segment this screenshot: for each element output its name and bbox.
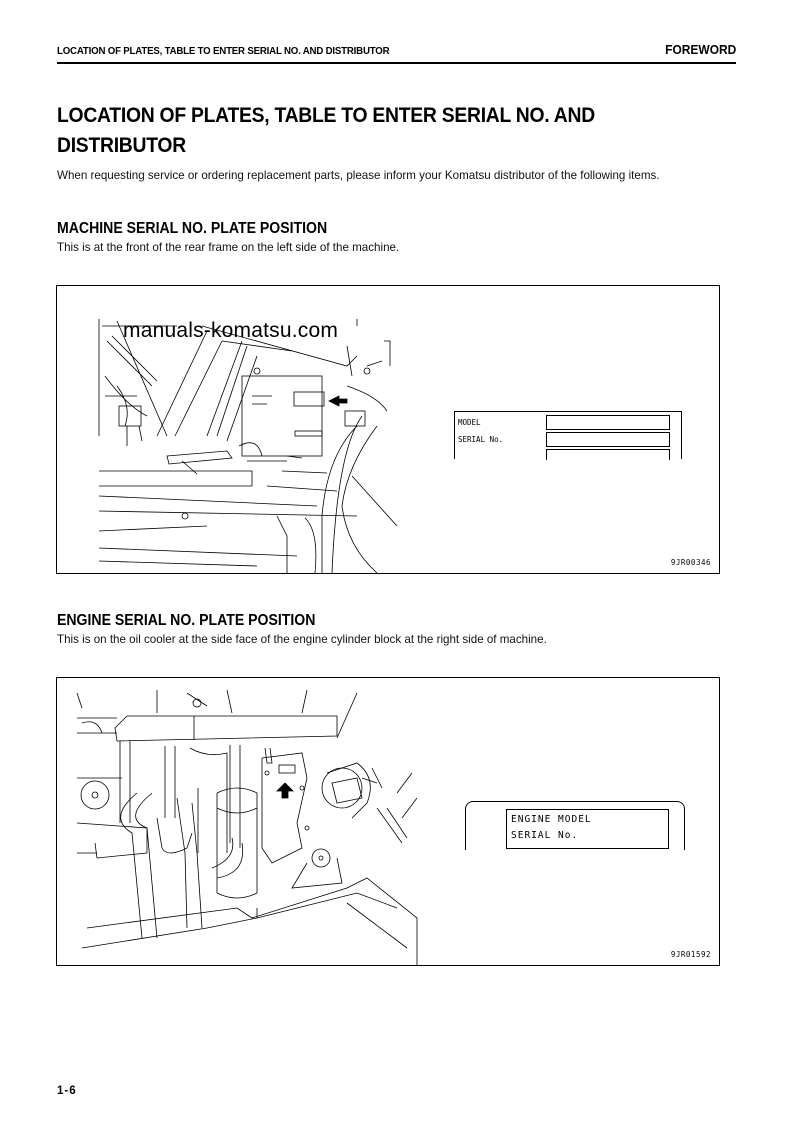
figure-engine-serial-plate [56, 677, 720, 966]
section-heading-engine-plate: ENGINE SERIAL NO. PLATE POSITION [57, 612, 316, 629]
plate-label-engine-model: ENGINE MODEL [511, 814, 592, 825]
section-heading-machine-plate: MACHINE SERIAL NO. PLATE POSITION [57, 220, 328, 237]
watermark-text: manuals-komatsu.com [123, 319, 339, 342]
engine-plate-outline [465, 801, 685, 850]
engine-plate-table [506, 809, 669, 849]
serial-entry-field [546, 432, 670, 447]
header-section-title: LOCATION OF PLATES, TABLE TO ENTER SERIAL NO. AND DISTRIBUTOR [57, 45, 390, 57]
section-description-engine-plate: This is on the oil cooler at the side face of the engine cylinder block at the right side of machine. [57, 633, 547, 646]
section-description-machine-plate: This is at the front of the rear frame on the left side of the machine. [57, 241, 400, 254]
figure-code: 9JR01592 [670, 950, 711, 959]
model-entry-field [546, 415, 670, 430]
header-chapter: FOREWORD [664, 42, 736, 57]
plate-label-serial: SERIAL No. [458, 435, 504, 444]
plate-label-engine-serial: SERIAL No. [511, 830, 579, 841]
machine-plate-table [454, 411, 682, 459]
running-header [57, 40, 736, 64]
plate-label-model: MODEL [458, 418, 481, 427]
page-title: LOCATION OF PLATES, TABLE TO ENTER SERIAL NO. AND DISTRIBUTOR [57, 103, 595, 157]
extra-entry-field [546, 449, 670, 460]
figure-code: 9JR00346 [670, 558, 711, 567]
page-number: 1-6 [57, 1085, 77, 1097]
intro-paragraph: When requesting service or ordering replacement parts, please inform your Komatsu distributor of the following items. [57, 169, 660, 182]
